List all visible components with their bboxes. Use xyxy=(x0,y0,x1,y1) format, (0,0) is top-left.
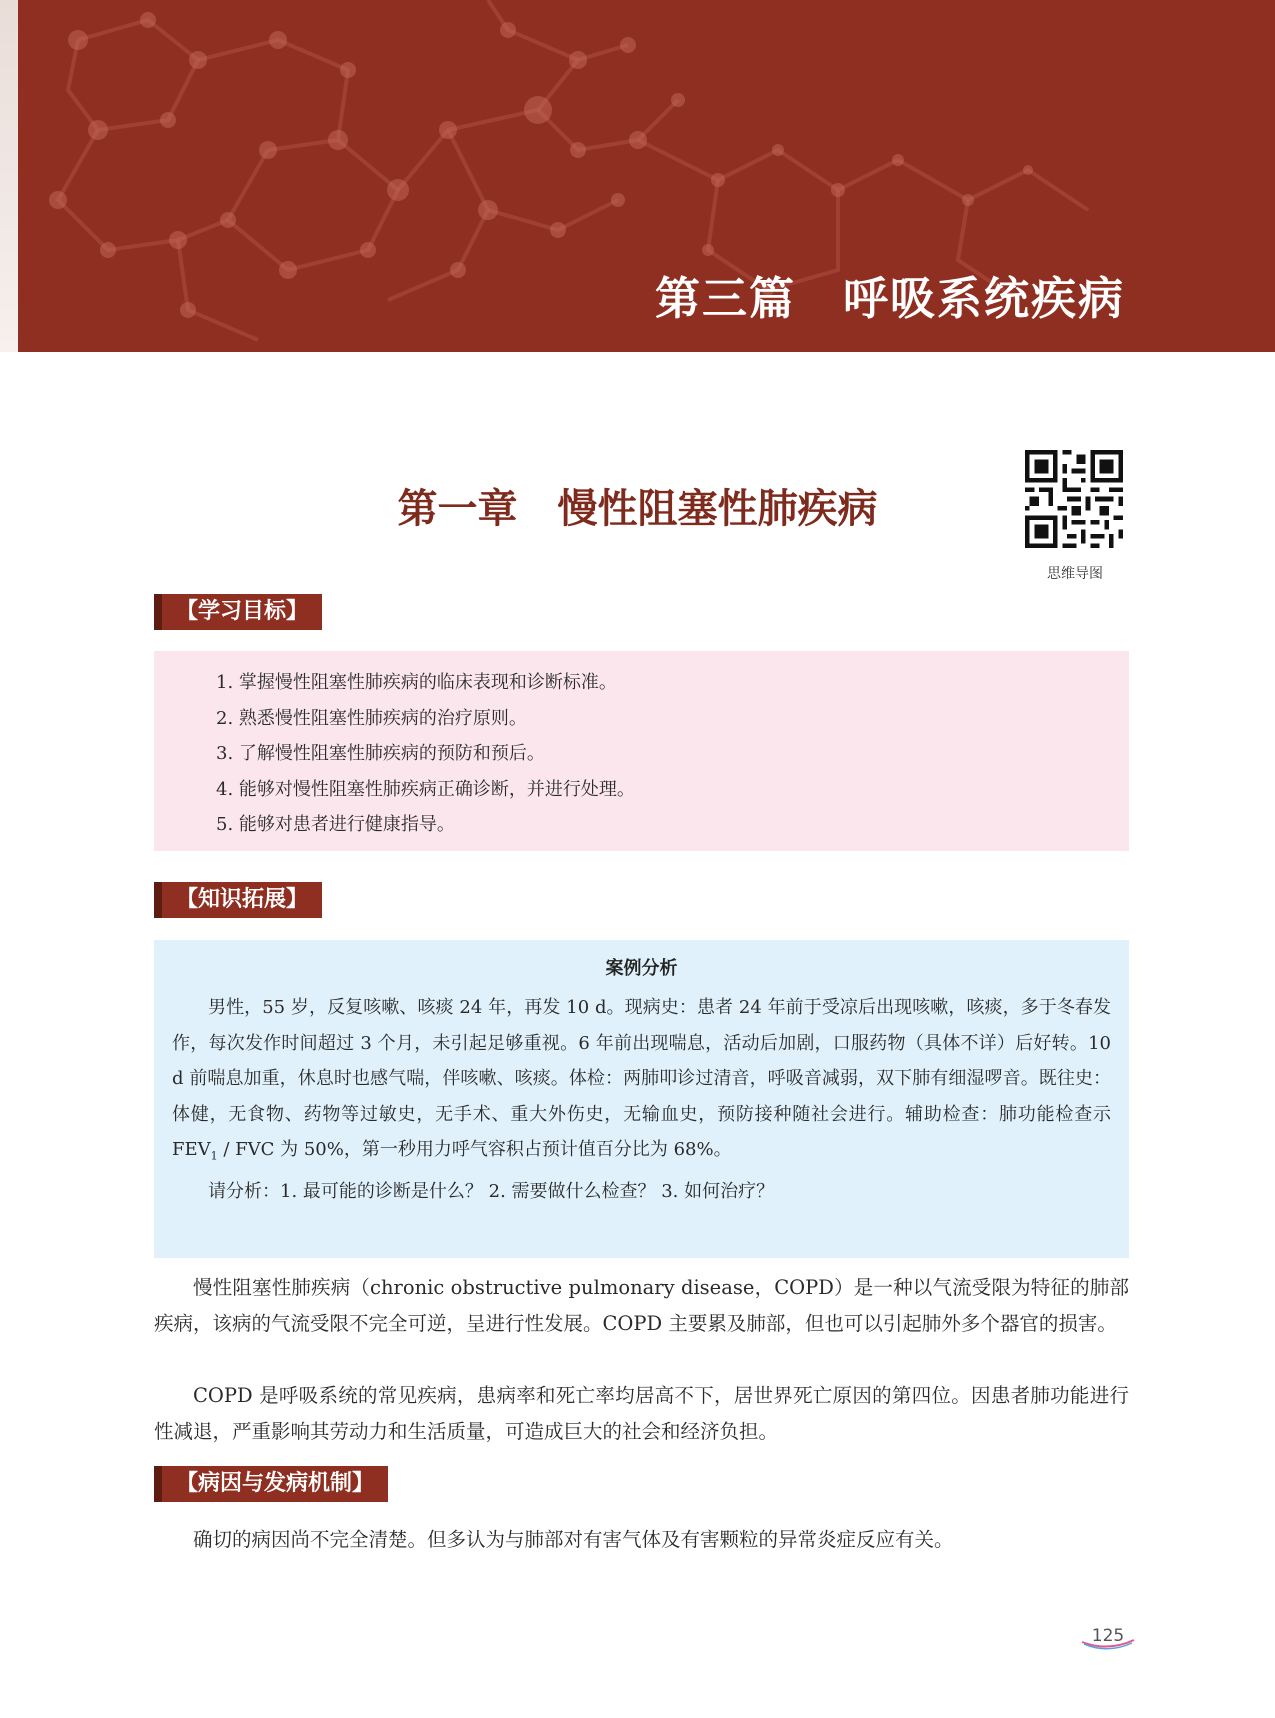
part-title: 第三篇 呼吸系统疾病 xyxy=(654,272,1125,325)
section-label-knowledge: 【知识拓展】 xyxy=(154,882,322,918)
list-item: 1. 掌握慢性阻塞性肺疾病的临床表现和诊断标准。 xyxy=(216,672,617,693)
list-item: 5. 能够对患者进行健康指导。 xyxy=(216,814,455,835)
chapter-title: 第一章 慢性阻塞性肺疾病 xyxy=(397,486,878,532)
case-analysis-box xyxy=(154,940,1129,1258)
objectives-list xyxy=(154,651,1129,843)
case-title: 案例分析 xyxy=(605,958,678,979)
case-question: 请分析：1. 最可能的诊断是什么？ 2. 需要做什么检查？ 3. 如何治疗？ xyxy=(208,1181,775,1203)
qr-code-icon[interactable] xyxy=(1025,450,1123,548)
case-text-main: 男性，55 岁，反复咳嗽、咳痰 24 年，再发 10 d。现病史：患者 24 年前于受凉后出现咳嗽，咳痰，多于冬春发作，每次发作时间超过 3 个月，未引起足够重视。6 年前出现喘息，活动后加剧，口服药物（具体不详）后好转。10 d 前喘息加重，休息时也感气喘，伴咳嗽、咳痰。体检：两肺叩诊过清音，呼吸音减弱，双下肺有细湿啰音。既往史：体健，无食物、药物等过敏史，无手术、重大外伤史，无输血史，预防接种随社会进行。辅助检查：肺功能检查示 FEV xyxy=(172,997,1111,1160)
body-paragraph-2: COPD 是呼吸系统的常见疾病，患病率和死亡率均居高不下，居世界死亡原因的第四位。因患者肺功能进行性减退，严重影响其劳动力和生活质量，可造成巨大的社会和经济负担。 xyxy=(154,1384,1129,1443)
list-item: 2. 熟悉慢性阻塞性肺疾病的治疗原则。 xyxy=(216,707,527,729)
body-paragraph-1: 慢性阻塞性肺疾病（chronic obstructive pulmonary disease，COPD）是一种以气流受限为特征的肺部疾病，该病的气流受限不完全可逆，呈进行性发展。COPD 主要累及肺部，但也可以引起肺外多个器官的损害。 xyxy=(154,1276,1129,1335)
etiology-paragraph: 确切的病因尚不完全清楚。但多认为与肺部对有害气体及有害颗粒的异常炎症反应有关。 xyxy=(193,1528,954,1551)
section-label-objectives: 【学习目标】 xyxy=(154,594,322,630)
qr-caption: 思维导图 xyxy=(1047,566,1103,582)
list-item: 4. 能够对慢性阻塞性肺疾病正确诊断，并进行处理。 xyxy=(216,778,635,800)
page-number xyxy=(1078,1626,1138,1652)
page-number-text: 125 xyxy=(1091,1626,1125,1646)
page-edge-strip xyxy=(0,0,18,352)
case-text xyxy=(172,990,1111,1174)
section-label-etiology: 【病因与发病机制】 xyxy=(154,1466,388,1502)
objectives-box xyxy=(154,651,1129,851)
case-text-tail: / FVC 为 50%，第一秒用力呼气容积占预计值百分比为 68%。 xyxy=(217,1139,732,1160)
list-item: 3. 了解慢性阻塞性肺疾病的预防和预后。 xyxy=(216,743,545,764)
case-text-subscript: 1 xyxy=(210,1149,218,1163)
part-header-band xyxy=(18,0,1275,352)
